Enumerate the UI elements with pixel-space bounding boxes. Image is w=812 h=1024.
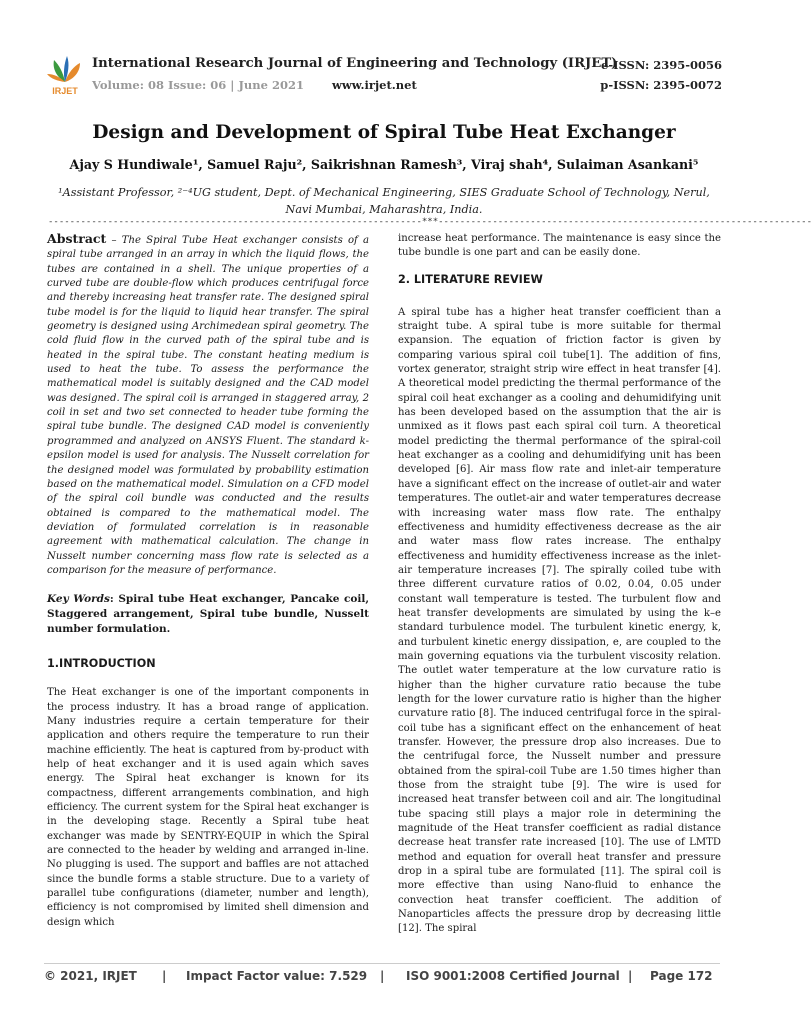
literature-review-heading: 2. LITERATURE REVIEW	[398, 272, 543, 286]
journal-website: www.irjet.net	[332, 78, 417, 92]
section-separator: ---------------------------------------------------------------------***---------------------------------------------------------------------	[48, 217, 812, 227]
footer-iso: ISO 9001:2008 Certified Journal	[406, 969, 620, 983]
footer-impact-factor: Impact Factor value: 7.529	[186, 969, 368, 983]
author-affiliation: ¹Assistant Professor, ²⁻⁴UG student, Dept. of Mechanical Engineering, SIES Graduate School of Technology, Nerul, Navi Mumbai, Maharashtra, India.	[58, 186, 710, 216]
footer-copyright: © 2021, IRJET	[44, 969, 137, 983]
paper-title: Design and Development of Spiral Tube Heat Exchanger	[92, 122, 676, 143]
literature-review-text: A spiral tube has a higher heat transfer coefficient than a straight tube. A spiral tube is more suitable for thermal expansion. The equation of friction factor is given by comparing various spiral coil tube[1]. The addition of fins, vortex generator, straight strip wire effect in heat transfer [4]. A theoretical model predicting the thermal performance of the spiral coil heat exchanger as a cooling and dehumidifying unit has been developed based on the assumption that the air is unmixed as it flows past each spiral coil turn. A theoretical model predicting the thermal performance of the spiral-coil heat exchanger as a cooling and dehumidifying unit has been developed [6]. Air mass flow rate and inlet-air temperature have a significant effect on the increase of outlet-air and water temperatures. The outlet-air and water temperatures decrease with increasing water mass flow rate. The enthalpy effectiveness and humidity effectiveness decrease as the air and water mass flow rates increase. The enthalpy effectiveness and humidity effectiveness increase as the inlet-air temperature increases [7]. The spirally coiled tube with three different curvature ratios of 0.02, 0.04, 0.05 under constant wall temperature is tested. The turbulent flow and heat transfer developments are simulated by using the k–e standard turbulence model. The turbulent kinetic energy, k, and turbulent kinetic energy dissipation, e, are coupled to the main governing equations via the turbulent viscosity relation. The outlet water temperature at the low curvature ratio is higher than the higher curvature ratio because the tube length for the lower curvature ratio is higher than the higher curvature ratio [8]. The induced centrifugal force in the spiral-coil tube has a significant effect on the enhancement of heat transfer. However, the pressure drop also increases. Due to the centrifugal force, the Nusselt number and pressure obtained from the spiral-coil Tube are 1.50 times higher than those from the straight tube [9]. The wire is used for increased heat transfer between coil and air. The longitudinal tube spacing still plays a major role in determining the magnitude of the Heat transfer coefficient as radial distance decrease heat transfer rate increased [10]. The use of LMTD method and equation for overall heat transfer and pressure drop in a spiral tube are formulated [11]. The spiral coil is more effective than using Nano-fluid to enhance the convection heat transfer coefficient. The addition of Nanoparticles affects the pressure drop by decreasing little [12]. The spiral	[398, 306, 721, 935]
page-footer	[44, 963, 720, 984]
abstract	[47, 232, 369, 578]
p-issn: p-ISSN: 2395-0072	[600, 78, 722, 92]
e-issn: e-ISSN: 2395-0056	[601, 58, 722, 72]
keywords-text: : Spiral tube Heat exchanger, Pancake coil, Staggered arrangement, Spiral tube bundle, Nusselt number formulation.	[47, 593, 369, 636]
footer-divider: |	[628, 969, 633, 983]
irjet-logo	[44, 52, 86, 96]
journal-title: International Research Journal of Engineering and Technology (IRJET)	[92, 56, 618, 71]
footer-page-number: Page 172	[650, 969, 713, 983]
keywords	[47, 592, 369, 637]
volume-info: Volume: 08 Issue: 06 | June 2021	[92, 78, 304, 92]
abstract-text: – The Spiral Tube Heat exchanger consists of a spiral tube arranged in an array in which the liquid flows, the tubes are contained in a shell. The unique properties of a curved tube are double-flow which produces centrifugal force and thereby increasing heat transfer rate. The designed spiral tube model is for the liquid to liquid hear transfer. The spiral geometry is designed using Archimedean spiral geometry. The cold fluid flow in the curved path of the spiral tube and is heated in the spiral tube. The constant heating medium is used to heat the tube. To assess the performance the mathematical model is suitably designed and the CAD model was designed. The spiral coil is arranged in staggered array, 2 coil in set and two set connected to header tube forming the spiral tube bundle. The designed CAD model is conveniently programmed and analyzed on ANSYS Fluent. The standard k-epsilon model is used for analysis. The Nusselt correlation for the designed model was formulated by probability estimation based on the mathematical model. Simulation on a CFD model of the spiral coil bundle was conducted and the results obtained is compared to the mathematical model. The deviation of formulated correlation is in reasonable agreement with mathematical calculation. The change in Nusselt number concerning mass flow rate is selected as a comparison for the measure of performance.	[47, 235, 369, 576]
introduction-heading: 1.INTRODUCTION	[47, 657, 156, 671]
right-column	[398, 232, 721, 952]
abstract-heading: Abstract	[47, 231, 107, 246]
footer-divider: |	[162, 969, 167, 983]
introduction-continued-text: increase heat performance. The maintenance is easy since the tube bundle is one part and can be easily done.	[398, 233, 721, 259]
logo-text: IRJET	[52, 86, 78, 96]
introduction-text: The Heat exchanger is one of the important components in the process industry. It has a broad range of application. Many industries require a certain temperature for their application and others require the temperature to run their machine efficiently. The heat is captured from by-product with help of heat exchanger and it is used again which saves energy. The Spiral heat exchanger is known for its compactness, different arrangements combination, and high efficiency. The current system for the Spiral heat exchanger is in the developing stage. Recently a Spiral tube heat exchanger was made by SENTRY-EQUIP in which the Spiral are connected to the header by welding and arranged in-line. No plugging is used. The support and baffles are not attached since the bundle forms a stable structure. Due to a variety of parallel tube configurations (diameter, number and length), efficiency is not compromised by limited shell dimension and design which	[47, 687, 369, 928]
keywords-label: Key Words	[47, 593, 110, 606]
footer-divider: |	[380, 969, 385, 983]
paper-authors: Ajay S Hundiwale¹, Samuel Raju², Saikrishnan Ramesh³, Viraj shah⁴, Sulaiman Asankani⁵	[69, 157, 699, 172]
journal-header	[44, 50, 724, 96]
left-column	[47, 232, 369, 944]
